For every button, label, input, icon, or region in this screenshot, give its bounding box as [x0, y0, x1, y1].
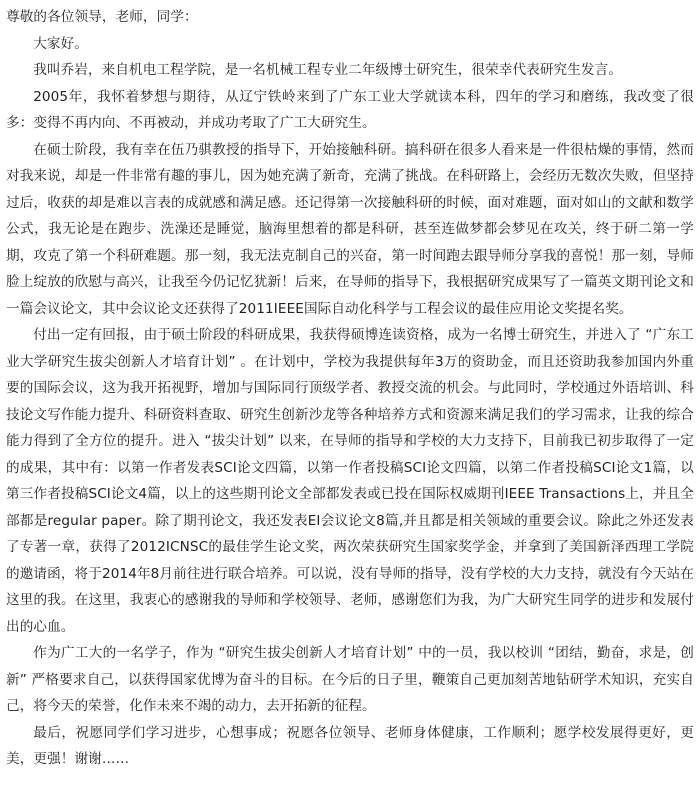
paragraph-greeting: 大家好。	[33, 35, 88, 52]
paragraph-closing: 最后，祝愿同学们学习进步，心想事成；祝愿各位领导、老师身体健康，工作顺利；愿学校发展得更好，更美，更强！谢谢……	[6, 724, 694, 767]
salutation: 尊敬的各位领导，老师，同学：	[6, 9, 198, 25]
paragraph-undergraduate: 2005年，我怀着梦想与期待，从辽宁铁岭来到了广东工业大学就读本科，四年的学习和磨练，我改变了很多：变得不再内向、不再被动，并成功考取了广工大研究生。	[6, 88, 694, 131]
paragraph-goals: 作为广工大的一名学子，作为 “研究生拔尖创新人才培育计划” 中的一员，我以校训 “团结，勤奋，求是，创新” 严格要求自己，以获得国家优博为奋斗的目标。在今后的日子里，鞭策自己更加刻苦地钻研学术知识，充实自己，将今天的荣誉，化作未来不竭的动力，去开拓新的征程。	[6, 645, 694, 714]
paragraph-doctoral-achievements: 付出一定有回报，由于硕士阶段的科研成果，我获得硕博连读资格，成为一名博士研究生，并进入了 “广东工业大学研究生拔尖创新人才培育计划” 。在计划中，学校为我提供每年3万的资助金，而且还资助我参加国内外重要的国际会议，这为我开拓视野，增加与国际同行顶级学者、教授交流的机会。与此同时，学校通过外语培训、科技论文写作能力提升、科研资料查取、研究生创新沙龙等各种培养方式和资源来满足我们的学习需求，让我的综合能力得到了全方位的提升。进入 “拔尖计划” 以来，在导师的指导和学校的大力支持下，目前我已初步取得了一定的成果，其中有：以第一作者发表SCI论文四篇，以第一作者投稿SCI论文四篇，以第二作者投稿SCI论文1篇，以第三作者投稿SCI论文4篇，以上的这些期刊论文全部都发表或已投在国际权威期刊IEEE Transactions上，并且全部都是regular paper。除了期刊论文，我还发表EI会议论文8篇,并且都是相关领域的重要会议。除此之外还发表了专著一章，获得了2012ICNSC的最佳学生论文奖，两次荣获研究生国家奖学金，并拿到了美国新泽西理工学院的邀请函，将于2014年8月前往进行联合培养。可以说，没有导师的指导，没有学校的大力支持，就没有今天站在这里的我。在这里，我衷心的感谢我的导师和学校领导、老师，感谢您们为我，为广大研究生同学的进步和发展付出的心血。	[6, 327, 694, 635]
paragraph-masters-research: 在硕士阶段，我有幸在伍乃骐教授的指导下，开始接触科研。搞科研在很多人看来是一件很枯燥的事情，然而对我来说，却是一件非常有趣的事儿，因为她充满了新奇，充满了挑战。在科研路上，会经历无数次失败，但坚持过后，收获的却是难以言表的成就感和满足感。还记得第一次接触科研的时候，面对难题，面对如山的文献和数学公式，我无论是在跑步、洗澡还是睡觉，脑海里想着的都是科研，甚至连做梦都会梦见在攻关，终于研二第一学期，攻克了第一个科研难题。那一刻，我无法克制自己的兴奋，第一时间跑去跟导师分享我的喜悦！那一刻，导师脸上绽放的欣慰与高兴，让我至今仍记忆犹新！后来，在导师的指导下，我根据研究成果写了一篇英文期刊论文和一篇会议论文，其中会议论文还获得了2011IEEE国际自动化科学与工程会议的最佳应用论文奖提名奖。	[6, 141, 694, 317]
paragraph-introduction: 我叫乔岩，来自机电工程学院，是一名机械工程专业二年级博士研究生，很荣幸代表研究生发言。	[33, 62, 623, 78]
